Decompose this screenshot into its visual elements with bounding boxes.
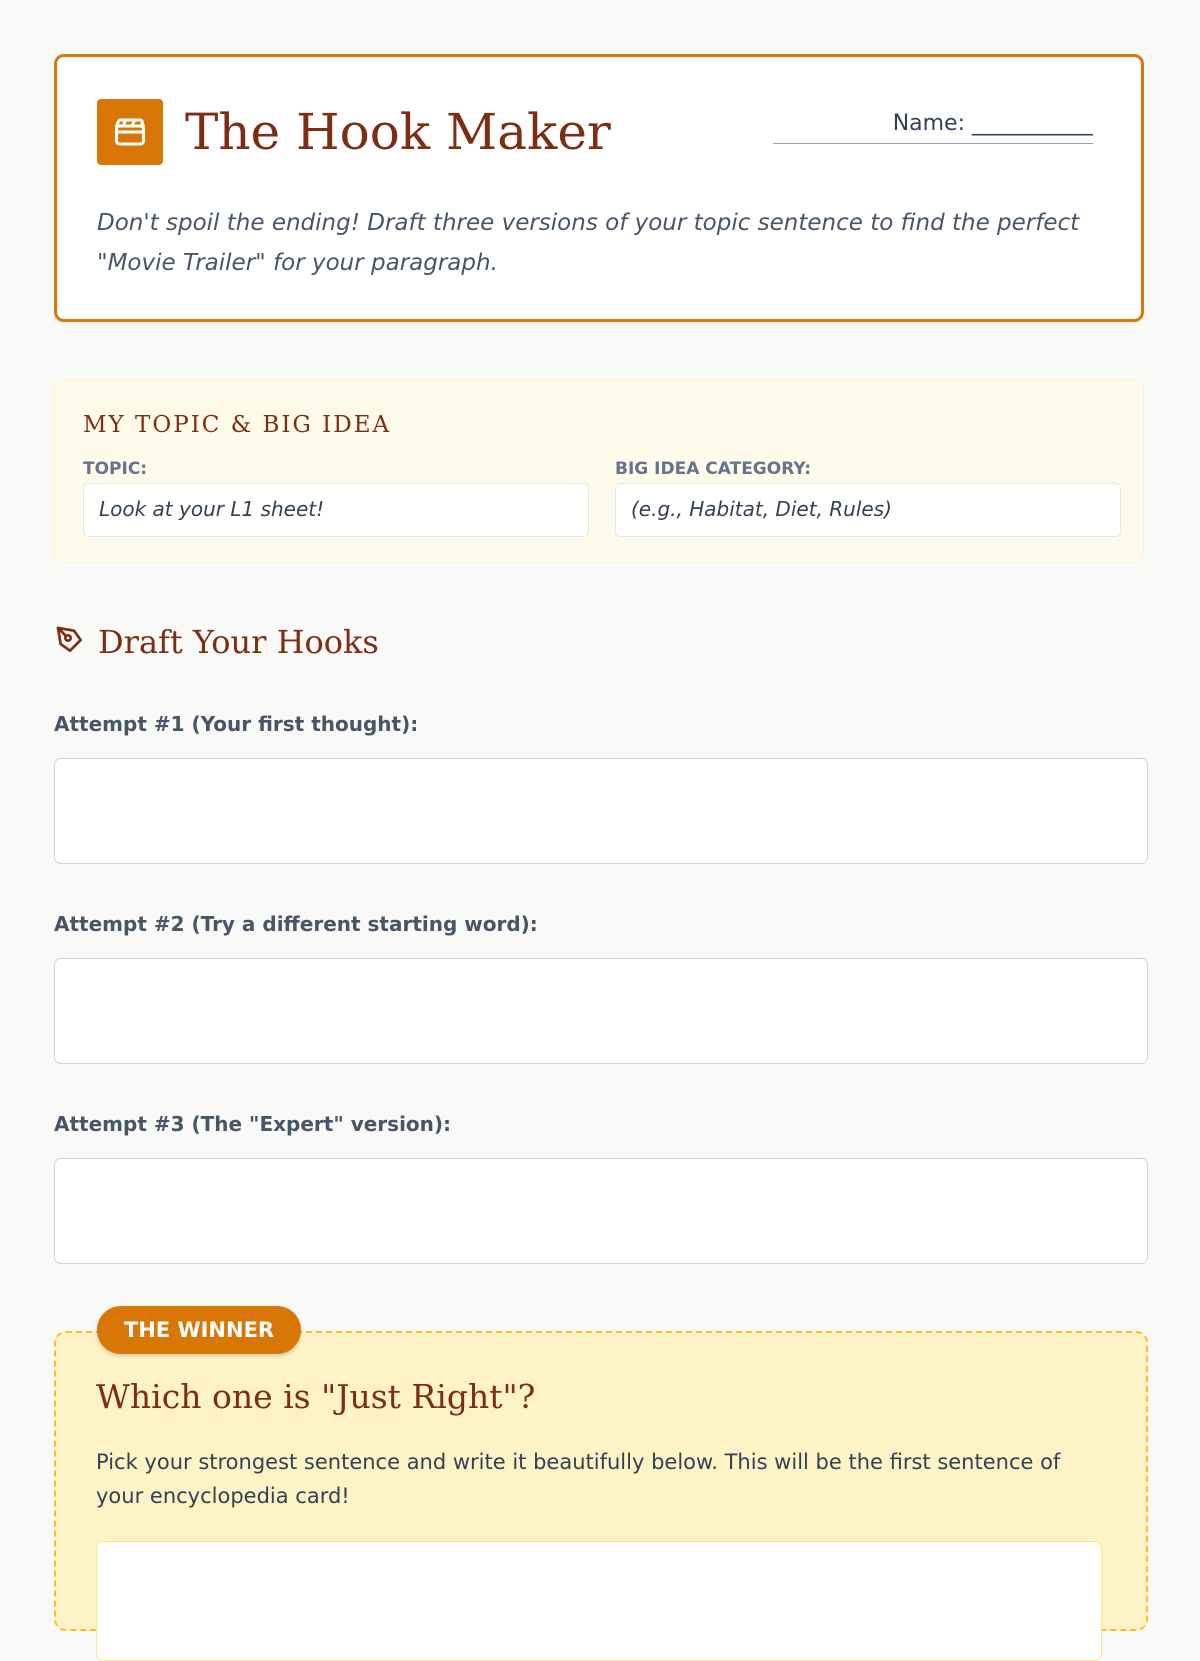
winner-instructions: Pick your strongest sentence and write it beautifully below. This will be the first sentence of your encyclopedia card! [96, 1450, 1061, 1508]
attempt-3-input[interactable] [54, 1158, 1148, 1264]
page-title: The Hook Maker [185, 103, 611, 161]
attempt-3-label: Attempt #3 (The "Expert" version): [54, 1112, 452, 1136]
category-input[interactable]: (e.g., Habitat, Diet, Rules) [615, 483, 1121, 537]
name-field[interactable]: Name: ___________ [773, 109, 1093, 144]
topic-input[interactable]: Look at your L1 sheet! [83, 483, 589, 537]
topic-label: TOPIC: [83, 459, 148, 479]
winner-title: Which one is "Just Right"? [96, 1377, 536, 1416]
draft-section-header [54, 620, 379, 664]
topic-card [54, 380, 1144, 563]
attempt-2-label: Attempt #2 (Try a different starting word): [54, 912, 538, 936]
clapperboard-icon [97, 99, 163, 165]
topic-section-title: MY TOPIC & BIG IDEA [83, 412, 392, 438]
winner-badge: THE WINNER [97, 1306, 301, 1354]
intro-text: Don't spoil the ending! Draft three versions of your topic sentence to find the perfect "Movie Trailer" for your paragraph. [97, 210, 1080, 276]
draft-section-title: Draft Your Hooks [98, 623, 379, 661]
winner-input[interactable] [96, 1541, 1102, 1661]
header-card [54, 54, 1144, 322]
winner-card [54, 1331, 1148, 1631]
category-label: BIG IDEA CATEGORY: [615, 459, 811, 479]
attempt-1-label: Attempt #1 (Your first thought): [54, 712, 419, 736]
attempt-2-input[interactable] [54, 958, 1148, 1064]
pen-tool-icon [54, 624, 86, 660]
attempt-1-input[interactable] [54, 758, 1148, 864]
